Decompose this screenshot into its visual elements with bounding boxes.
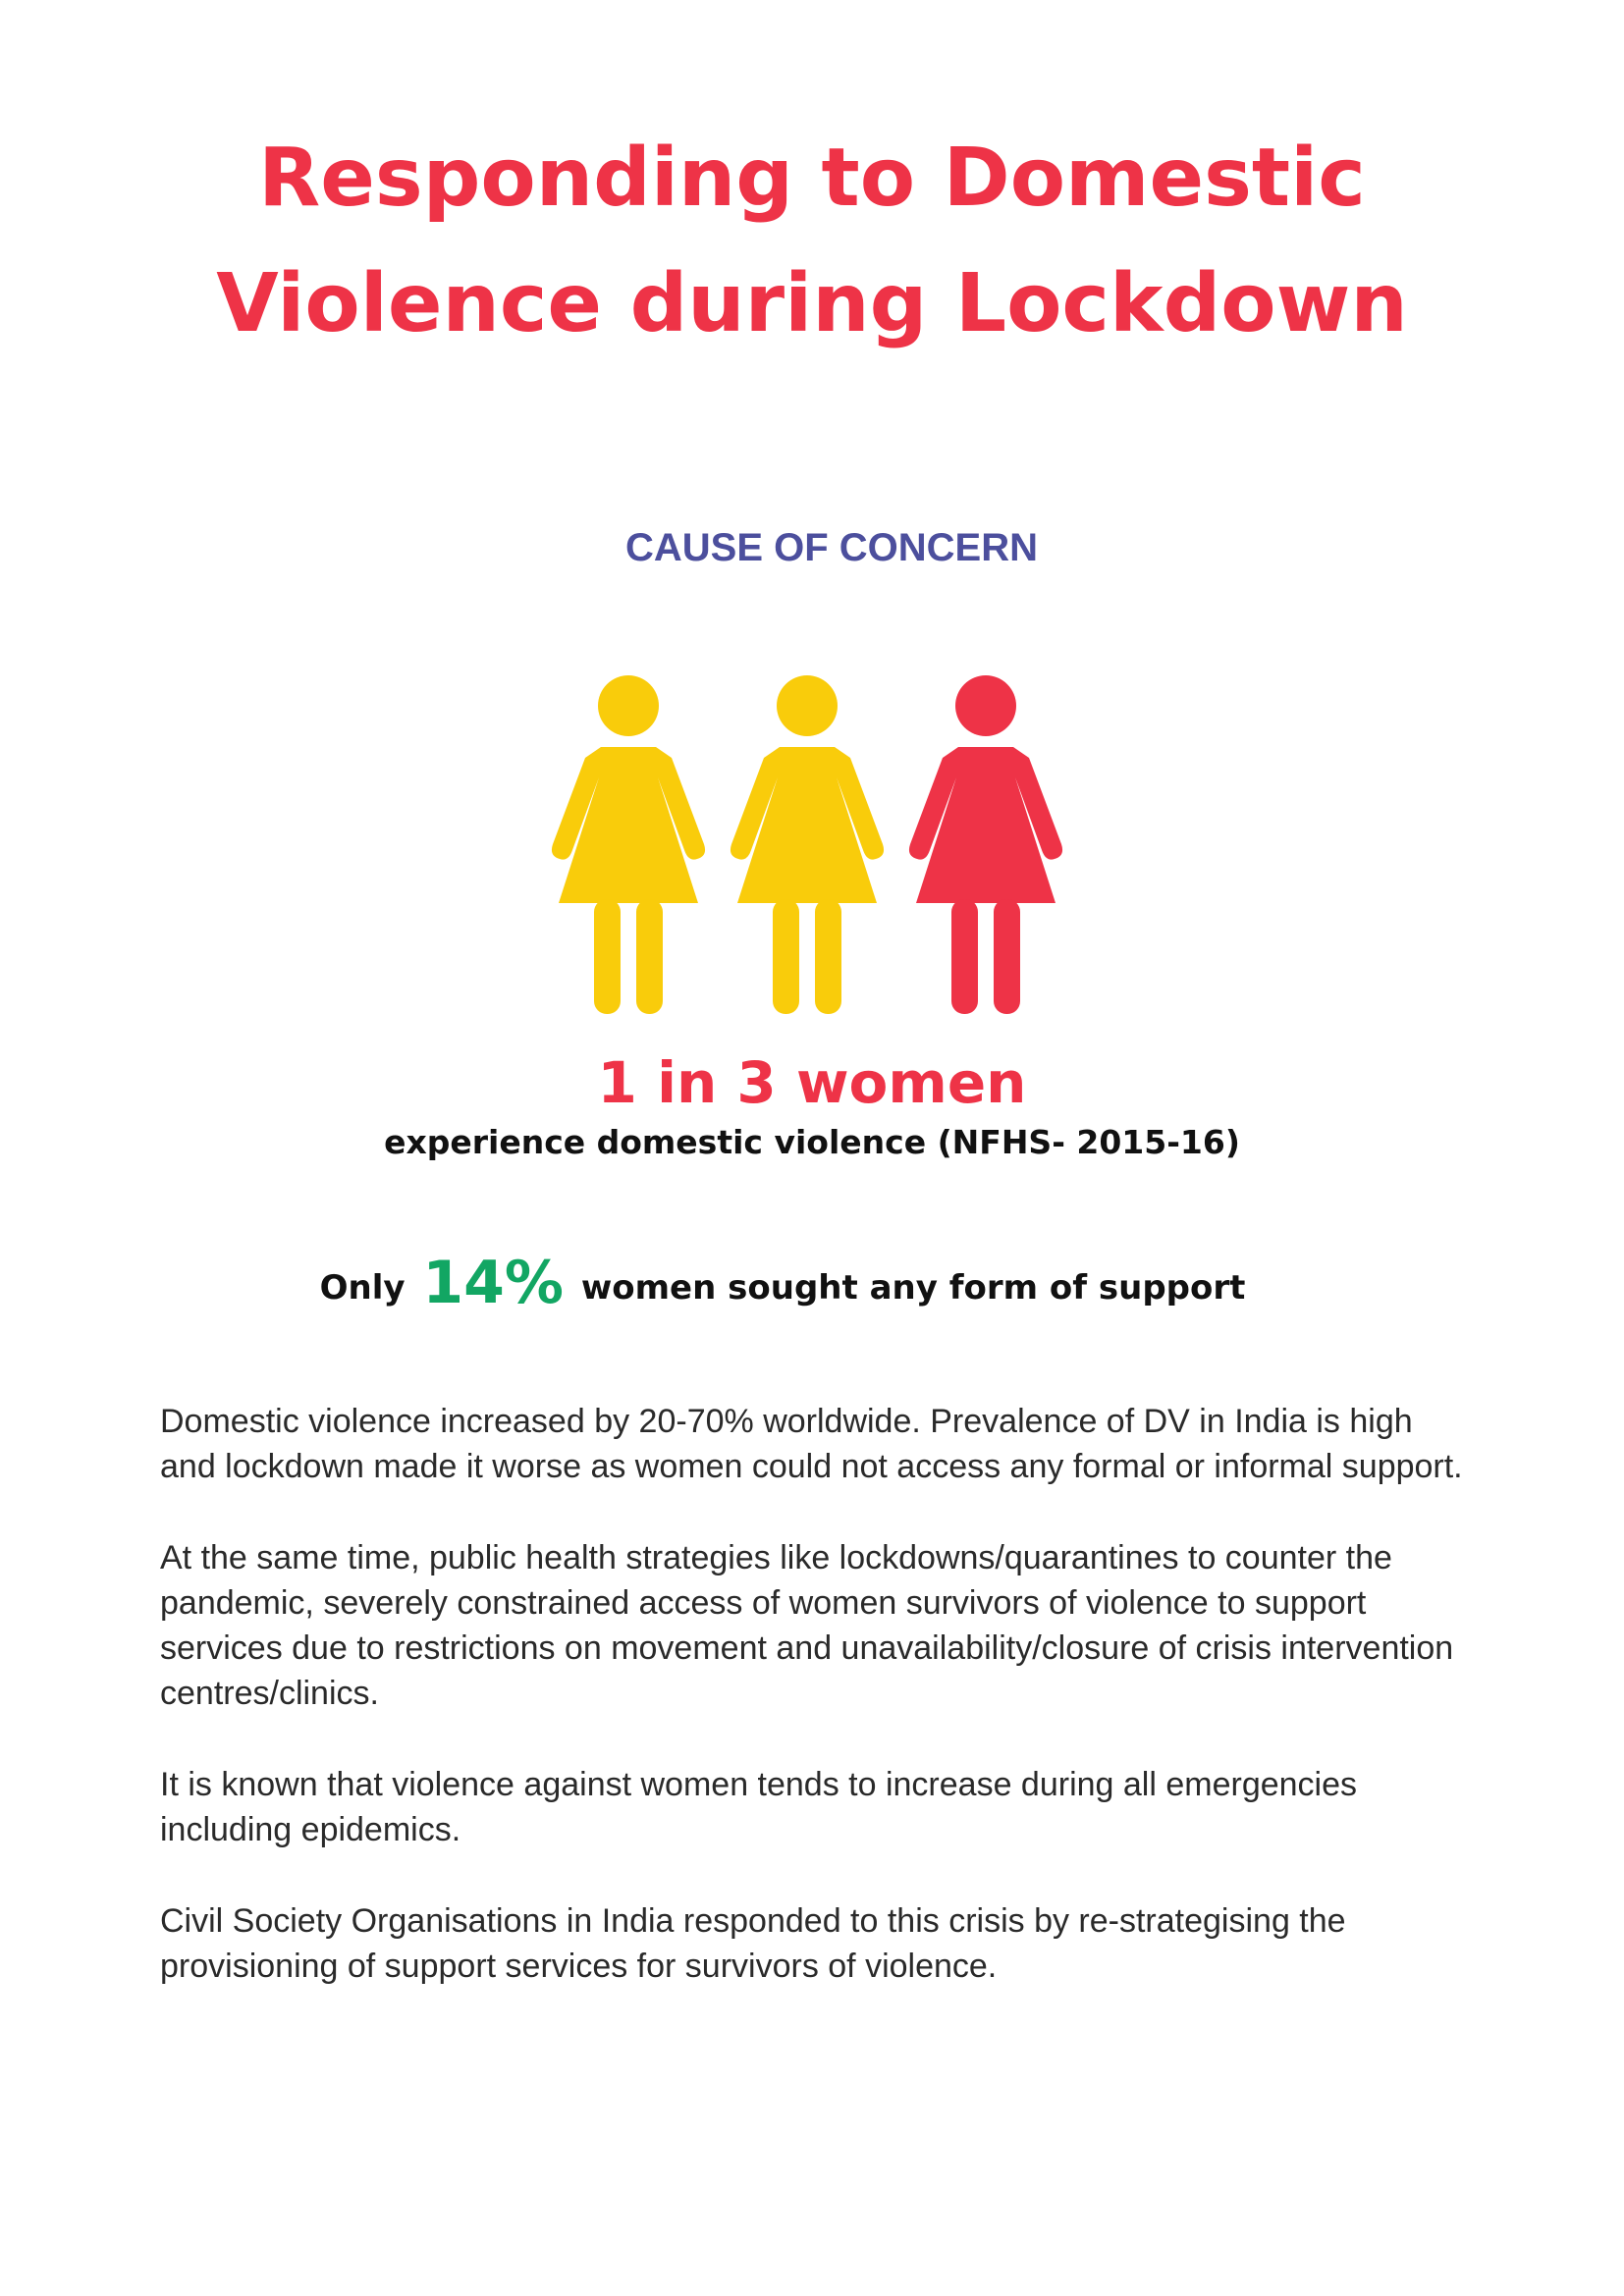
section-heading: CAUSE OF CONCERN — [624, 526, 1039, 569]
stat-headline: 1 in 3 women — [597, 1049, 1027, 1116]
page-title — [0, 116, 1624, 367]
paragraph: It is known that violence against women tends to increase during all emergencies including epidemics. — [160, 1766, 1358, 1848]
support-suffix: women sought any form of support — [580, 1268, 1246, 1308]
woman-icon — [552, 675, 705, 1014]
page-title-line-2: Violence during Lockdown — [216, 257, 1408, 350]
page-title-line-1: Responding to Domestic — [258, 132, 1366, 225]
woman-icon — [731, 675, 884, 1014]
support-prefix: Only — [319, 1268, 406, 1308]
women-figures — [550, 675, 1080, 1014]
stat-subtext: experience domestic violence (NFHS- 2015-16) — [384, 1123, 1240, 1161]
support-percentage: 14% — [422, 1249, 564, 1317]
woman-icon-highlighted — [909, 675, 1062, 1014]
paragraph: Domestic violence increased by 20-70% worldwide. Prevalence of DV in India is high and lockdown made it worse as women could not access any formal or informal support. — [160, 1403, 1463, 1485]
paragraph: Civil Society Organisations in India responded to this crisis by re-strategising the provisioning of support services for survivors of violence. — [160, 1902, 1346, 1985]
support-stat — [0, 1249, 1565, 1317]
body-text — [160, 1399, 1476, 2035]
paragraph: At the same time, public health strategies like lockdowns/quarantines to counter the pandemic, severely constrained access of women survivors of violence to support services due to restrictions on movement and unavailability/closure of crisis intervention centres/clinics. — [160, 1539, 1454, 1712]
